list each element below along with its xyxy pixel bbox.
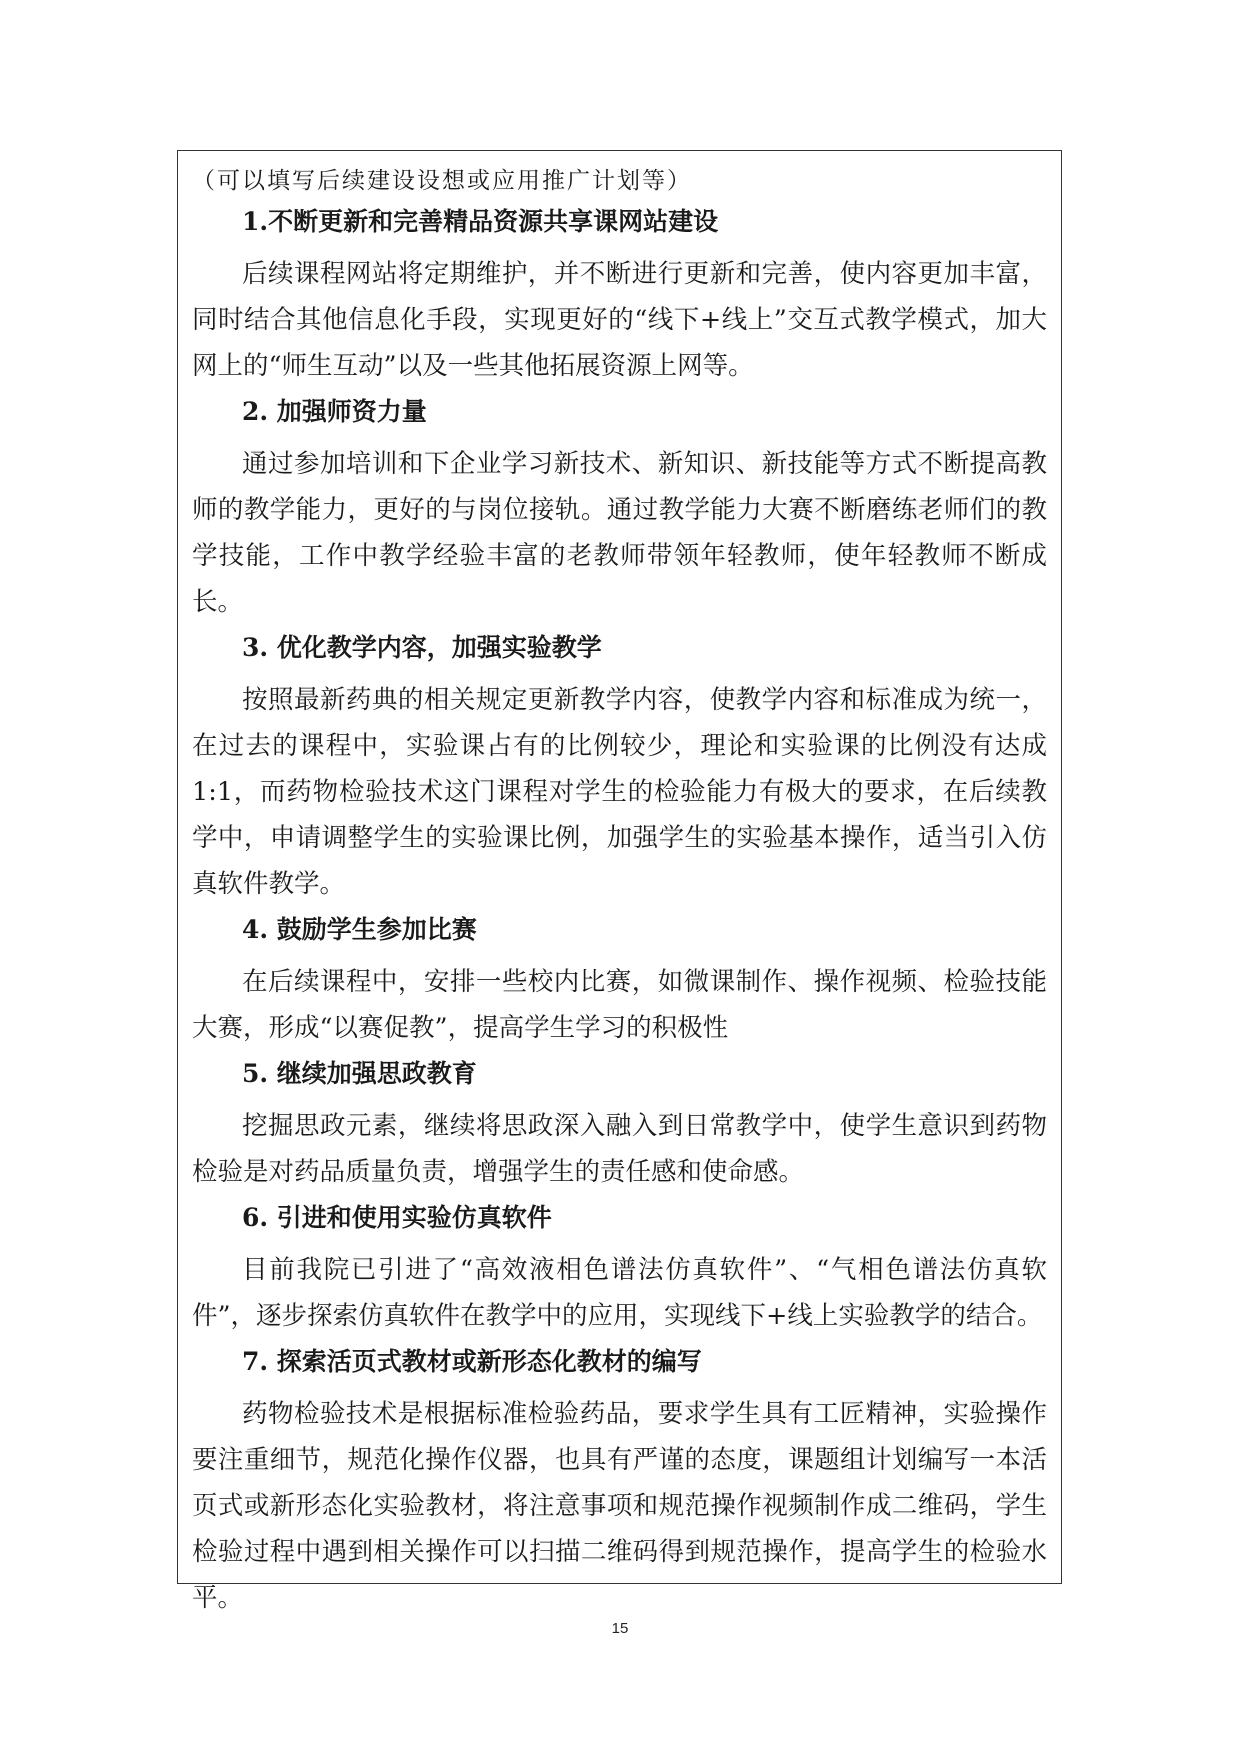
section-heading-3: 3. 优化教学内容，加强实验教学: [242, 633, 602, 662]
page-number: 15: [611, 1620, 629, 1637]
section-paragraph-6: 目前我院已引进了“高效液相色谱法仿真软件”、“气相色谱法仿真软件”，逐步探索仿真软件在教学中的应用，实现线下+线上实验教学的结合。: [192, 1255, 1047, 1331]
section-heading-7: 7. 探索活页式教材或新形态化教材的编写: [242, 1347, 702, 1376]
section-paragraph-1: 后续课程网站将定期维护，并不断进行更新和完善，使内容更加丰富，同时结合其他信息化手段，实现更好的“线下+线上”交互式教学模式，加大网上的“师生互动”以及一些其他拓展资源上网等。: [192, 259, 1047, 381]
section-paragraph-3: 按照最新药典的相关规定更新教学内容，使教学内容和标准成为统一，在过去的课程中，实验课占有的比例较少，理论和实验课的比例没有达成1:1，而药物检验技术这门课程对学生的检验能力有极大的要求，在后续教学中，申请调整学生的实验课比例，加强学生的实验基本操作，适当引入仿真软件教学。: [192, 685, 1047, 899]
section-heading-1: 1.不断更新和完善精品资源共享课网站建设: [242, 207, 719, 236]
section-heading-5: 5. 继续加强思政教育: [242, 1059, 477, 1088]
section-paragraph-5: 挖掘思政元素，继续将思政深入融入到日常教学中，使学生意识到药物检验是对药品质量负责，增强学生的责任感和使命感。: [192, 1111, 1047, 1187]
section-paragraph-4: 在后续课程中，安排一些校内比赛，如微课制作、操作视频、检验技能大赛，形成“以赛促教”，提高学生学习的积极性: [192, 967, 1047, 1043]
document-body: [192, 167, 1047, 1629]
section-paragraph-7: 药物检验技术是根据标准检验药品，要求学生具有工匠精神，实验操作要注重细节，规范化操作仪器，也具有严谨的态度，课题组计划编写一本活页式或新形态化实验教材，将注意事项和规范操作视频制作成二维码，学生检验过程中遇到相关操作可以扫描二维码得到规范操作，提高学生的检验水平。: [192, 1399, 1047, 1613]
section-heading-6: 6. 引进和使用实验仿真软件: [242, 1203, 552, 1232]
fill-instruction-note: （可以填写后续建设设想或应用推广计划等）: [192, 168, 692, 194]
section-heading-2: 2. 加强师资力量: [242, 397, 427, 426]
section-heading-4: 4. 鼓励学生参加比赛: [242, 915, 477, 944]
content-frame: [177, 150, 1062, 1613]
section-paragraph-2: 通过参加培训和下企业学习新技术、新知识、新技能等方式不断提高教师的教学能力，更好的与岗位接轨。通过教学能力大赛不断磨练老师们的教学技能，工作中教学经验丰富的老教师带领年轻教师，使年轻教师不断成长。: [192, 449, 1047, 617]
